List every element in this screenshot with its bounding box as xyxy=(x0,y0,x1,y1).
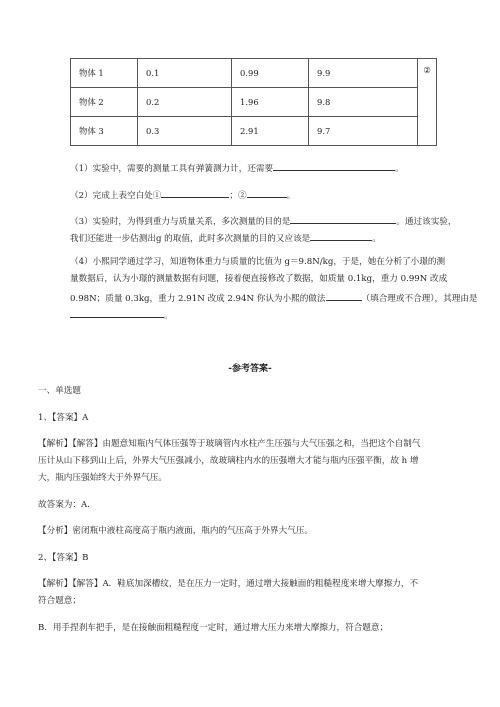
measurement-table xyxy=(70,58,437,146)
question-4-text-3-end: （填合理或不合理），其理由是 xyxy=(361,294,478,304)
table-cell-ratio: 9.9 xyxy=(309,59,418,88)
table-cell-side xyxy=(418,59,437,146)
question-4-line-2: 量数据后，认为小璟的测量数据有问题，接着便直接修改了数据，如质量 0.1kg，重力 0.99N 改成 xyxy=(70,274,448,284)
answer-blank xyxy=(326,290,362,301)
table-cell-ratio: 9.7 xyxy=(309,117,418,146)
question-1-text: （1）实验中，需要的测量工具有弹簧测力计，还需要 xyxy=(70,164,274,174)
answer-blank xyxy=(273,160,395,171)
section-title: 一、单选题 xyxy=(38,386,81,396)
question-3-text-2: 我们还能进一步估测出g 的取值，此时多次测量的目的又应该是 xyxy=(70,234,311,244)
answer-1-result: 故答案为：A. xyxy=(38,500,90,510)
table-cell-gravity: 2.91 xyxy=(232,117,309,146)
table-cell-mass: 0.3 xyxy=(138,117,232,146)
table-cell-gravity: 0.99 xyxy=(232,59,309,88)
question-3-text-2-end: 。 xyxy=(372,234,381,244)
table-cell-gravity: 1.96 xyxy=(232,88,309,117)
question-2-mid: ；② xyxy=(229,191,247,201)
answer-2-option-b: B．用手捏刹车把手，是在接触面粗糙程度一定时，通过增大压力来增大摩擦力，符合题意； xyxy=(38,623,389,633)
answer-blank xyxy=(70,307,164,318)
answer-1-analysis-line: 大，瓶内压强始终大于外界气压。 xyxy=(38,473,167,483)
table-row xyxy=(71,88,437,117)
answer-blank xyxy=(290,213,396,224)
answers-heading: -参考答案- xyxy=(228,364,272,374)
question-4-line-1: （4）小熙同学通过学习，知道物体重力与质量的比值为 g＝9.8N/kg，于是，她在分析了小璟的测 xyxy=(70,257,446,267)
question-4-line-4 xyxy=(70,307,173,322)
table-row xyxy=(71,117,437,146)
side-mark: ② xyxy=(423,65,431,75)
question-3-line-2 xyxy=(70,230,381,245)
question-4-line-3 xyxy=(70,290,478,305)
table-cell-ratio: 9.8 xyxy=(309,88,418,117)
answer-2-analysis-line: 符合题意； xyxy=(38,596,81,606)
answer-2-label: 2、【答案】B xyxy=(38,553,89,563)
answer-2-analysis-line: 【解析】【解答】A．鞋底加深槽纹，是在压力一定时，通过增大接触面的粗糙程度来增大摩擦力，不 xyxy=(38,579,419,589)
answer-blank xyxy=(247,187,287,198)
question-4-text-3: 0.98N；质量 0.3kg，重力 2.91N 改成 2.94N 你认为小熙的做法 xyxy=(70,294,326,304)
table-cell-mass: 0.2 xyxy=(138,88,232,117)
question-3-text-end: 。通过该实验， xyxy=(396,217,457,227)
table-cell-mass: 0.1 xyxy=(138,59,232,88)
answer-1-analysis-line: 压计从山下移到山上后，外界大气压强减小，故玻璃柱内水的压强增大才能与瓶内压强平衡，故 h 增 xyxy=(38,456,419,466)
answer-blank xyxy=(161,187,229,198)
table-cell-object: 物体 1 xyxy=(71,59,138,88)
question-1-end: 。 xyxy=(395,164,404,174)
answer-blank xyxy=(310,230,372,241)
question-4-text-4-end: 。 xyxy=(164,311,173,321)
table-cell-object: 物体 2 xyxy=(71,88,138,117)
table-row xyxy=(71,59,437,88)
question-3-text: （3）实验时，为得到重力与质量关系，多次测量的目的是 xyxy=(70,217,291,227)
table-cell-object: 物体 3 xyxy=(71,117,138,146)
question-2-text: （2）完成上表空白处① xyxy=(70,191,162,201)
question-3-line-1 xyxy=(70,213,456,228)
answer-1-analysis-line: 【解析】【解答】由题意知瓶内气体压强等于玻璃管内水柱产生压强与大气压强之和，当把这个自制气 xyxy=(38,439,421,449)
answer-1-summary: 【分析】密闭瓶中液柱高度高于瓶内液面，瓶内的气压高于外界大气压。 xyxy=(38,526,314,536)
answer-1-label: 1、【答案】A xyxy=(38,413,89,423)
question-2 xyxy=(70,187,295,202)
question-2-end: 。 xyxy=(286,191,296,201)
question-1 xyxy=(70,160,404,175)
